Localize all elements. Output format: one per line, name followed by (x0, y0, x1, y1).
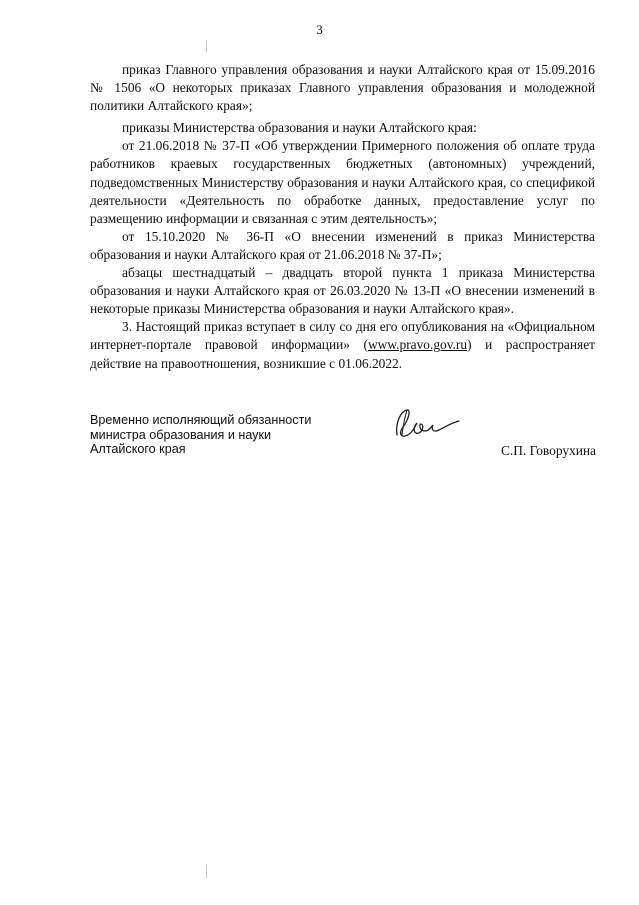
paragraph: от 15.10.2020 № 36-П «О внесении изменений в приказ Министерства образования и науки Алтайского края от 21.06.2018 № 37-П»; (90, 228, 595, 262)
paragraph-text: 3. Настоящий приказ вступает в силу со дня его опубликования на «Официальном интернет-портале правовой информации» ( (90, 319, 595, 353)
signatory-position-line: Временно исполняющий обязанности (90, 413, 312, 427)
paragraph: абзацы шестнадцатый – двадцать второй пункта 1 приказа Министерства образования и науки Алтайского края от 26.03.2020 № 13-П «О внесении изменений в некоторые приказы Министерства образования и науки Алтайского края». (90, 265, 595, 317)
paragraph-text: ) и распространяет действие на правоотношения, возникшие с 01.06.2022. (90, 337, 595, 371)
signatory-position-line: Алтайского края (90, 442, 186, 457)
paragraph: от 21.06.2018 № 37-П «Об утверждении Примерного положения об оплате труда работников краевых государственных бюджетных (автономных) учреждений, подведомственных Министерству образования и науки Алтайского края, со спецификой деятельности «Деятельность по обработке данных, предоставление услуг по размещению информации и связанная с этим деятельность»; (90, 138, 595, 226)
paragraph-effective-date (90, 318, 595, 372)
pravo-link[interactable]: www.pravo.gov.ru (368, 337, 468, 353)
paragraph: приказы Министерства образования и науки Алтайского края: (122, 120, 477, 136)
page-number: 3 (316, 22, 323, 37)
signatory-name: С.П. Говорухина (500, 443, 596, 458)
document-body (90, 61, 595, 373)
signatory-position-line: министра образования и науки (90, 427, 272, 442)
scan-artifact (206, 40, 207, 52)
paragraph: приказ Главного управления образования и науки Алтайского края от 15.09.2016 № 1506 «О некоторых приказах Главного управления образования и молодежной политики Алтайского края»; (90, 62, 595, 114)
handwritten-signature (391, 405, 461, 445)
signatory-position (90, 413, 311, 457)
scan-artifact (206, 864, 207, 878)
